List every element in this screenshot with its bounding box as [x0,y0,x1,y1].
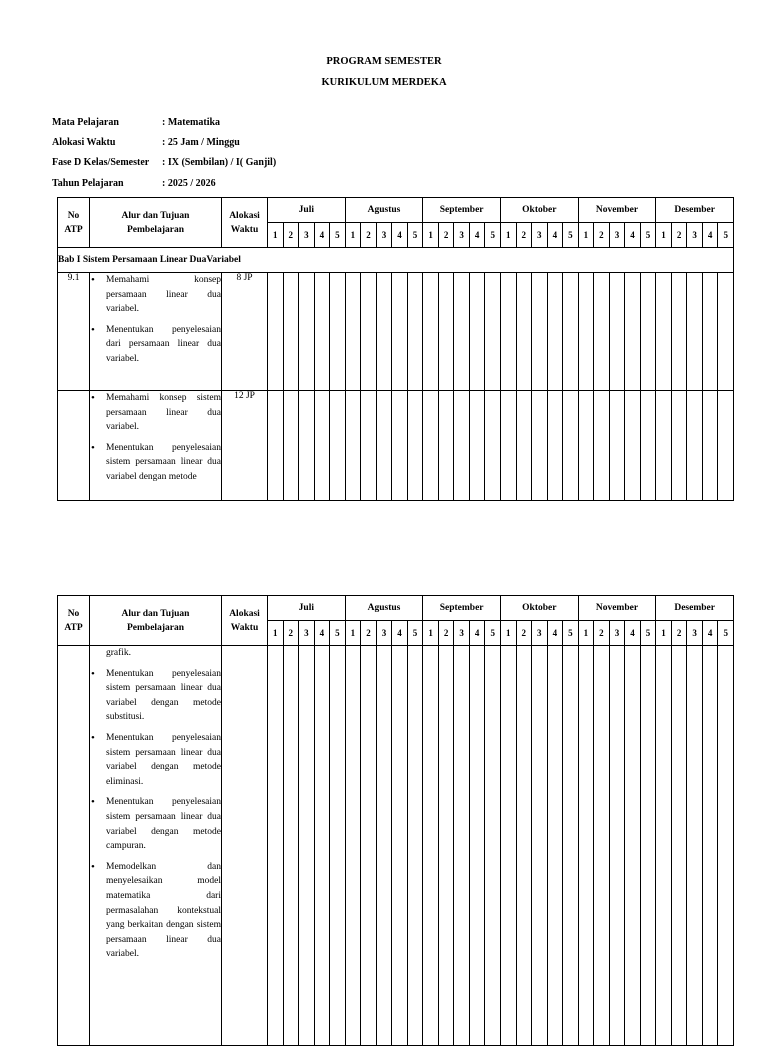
week-cell [407,391,423,501]
program-semester-table-continued [57,595,734,1046]
list-item: • Menentukan penyelesaian dari persamaan linear dua variabel. [90,323,221,367]
week-cell [454,646,470,1046]
week-cell [640,391,656,501]
week-cell [314,391,330,501]
week-header: 2 [438,223,454,248]
month-header: Juli [268,596,346,621]
week-header: 1 [268,223,284,248]
week-cell [532,273,548,391]
list-item: • Menentukan penyelesaian sistem persamaan linear dua variabel dengan metode campuran. [90,795,221,853]
week-header: 5 [485,223,501,248]
week-cell [594,273,610,391]
info-label: Mata Pelajaran [52,117,119,128]
week-cell [345,391,361,501]
info-row [52,117,220,128]
list-item: • Menentukan penyelesaian sistem persamaan linear dua variabel dengan metode substitusi. [90,667,221,725]
continued-text: grafik. [106,648,132,658]
week-cell [330,646,346,1046]
month-header: November [578,198,656,223]
week-cell [314,273,330,391]
week-cell [438,391,454,501]
month-header: November [578,596,656,621]
alokasi-value: 8 JP [222,273,268,391]
tujuan-header: Alur dan Tujuan Pembelajaran [90,596,222,646]
week-cell [547,391,563,501]
program-semester-table [57,197,734,501]
week-cell [547,273,563,391]
week-header: 3 [454,223,470,248]
week-header: 2 [671,621,687,646]
week-cell [469,391,485,501]
info-value: : 2025 / 2026 [162,178,216,189]
week-cell [423,391,439,501]
week-header: 5 [718,621,734,646]
week-header: 2 [283,621,299,646]
week-header: 1 [656,621,672,646]
week-cell [299,391,315,501]
week-header: 4 [702,223,718,248]
week-cell [594,391,610,501]
week-header: 1 [345,223,361,248]
alokasi-header: Alokasi Waktu [222,198,268,248]
month-header: Juli [268,198,346,223]
week-cell [578,391,594,501]
list-item: • Memahami konsep sistem persamaan linear dua variabel. [90,391,221,435]
tujuan-cell [90,646,222,1046]
week-cell [702,273,718,391]
week-cell [361,391,377,501]
week-header: 5 [485,621,501,646]
month-header: Agustus [345,596,423,621]
week-cell [485,391,501,501]
week-header: 4 [469,621,485,646]
atp-number [58,646,90,1046]
week-cell [563,646,579,1046]
document-subtitle: KURIKULUM MERDEKA [321,77,447,88]
week-cell [702,391,718,501]
week-cell [330,391,346,501]
week-cell [702,646,718,1046]
chapter-title: Bab I Sistem Persamaan Linear DuaVariabel [58,248,734,273]
week-cell [640,273,656,391]
tujuan-cell [90,273,222,391]
week-cell [547,646,563,1046]
info-value: : Matematika [162,117,221,128]
week-cell [532,391,548,501]
week-header: 2 [516,223,532,248]
info-row [52,157,276,168]
list-item: • Memahami konsep persamaan linear dua variabel. [90,273,221,317]
week-cell [687,391,703,501]
week-header: 4 [314,621,330,646]
week-cell [578,273,594,391]
list-item: • Menentukan penyelesaian sistem persamaan linear dua variabel dengan metode eliminasi. [90,731,221,789]
week-cell [609,273,625,391]
week-cell [376,391,392,501]
week-header: 4 [625,223,641,248]
document-title: PROGRAM SEMESTER [326,56,442,67]
week-header: 4 [625,621,641,646]
week-header: 3 [299,621,315,646]
week-header: 4 [469,223,485,248]
week-header: 2 [594,223,610,248]
week-cell [671,273,687,391]
month-header: September [423,198,501,223]
week-header: 1 [268,621,284,646]
week-cell [485,646,501,1046]
week-header: 3 [299,223,315,248]
week-header: 1 [656,223,672,248]
info-label: Alokasi Waktu [52,137,116,148]
week-cell [625,391,641,501]
info-row [52,178,216,189]
week-header: 2 [283,223,299,248]
week-cell [438,646,454,1046]
week-cell [361,646,377,1046]
week-header: 2 [516,621,532,646]
week-header: 3 [376,223,392,248]
week-cell [283,391,299,501]
no-atp-header: No ATP [58,198,90,248]
week-cell [345,273,361,391]
week-header: 4 [392,621,408,646]
week-header: 1 [578,621,594,646]
week-cell [283,273,299,391]
month-header: Desember [656,198,734,223]
info-label: Tahun Pelajaran [52,178,124,189]
week-header: 2 [671,223,687,248]
info-value: : 25 Jam / Minggu [162,137,240,148]
tujuan-cell [90,391,222,501]
month-header: September [423,596,501,621]
week-cell [500,273,516,391]
week-cell [299,273,315,391]
week-cell [361,273,377,391]
week-cell [268,391,284,501]
atp-number: 9.1 [58,273,90,391]
week-header: 2 [438,621,454,646]
week-cell [656,273,672,391]
week-cell [640,646,656,1046]
week-header: 1 [423,223,439,248]
week-header: 5 [563,621,579,646]
week-header: 5 [563,223,579,248]
atp-number [58,391,90,501]
week-header: 4 [547,223,563,248]
month-header: Agustus [345,198,423,223]
week-cell [578,646,594,1046]
week-header: 4 [547,621,563,646]
alokasi-value [222,646,268,1046]
week-header: 3 [687,621,703,646]
week-header: 1 [500,621,516,646]
week-cell [718,646,734,1046]
week-header: 5 [640,223,656,248]
week-header: 1 [423,621,439,646]
week-cell [656,646,672,1046]
week-cell [268,273,284,391]
week-cell [469,646,485,1046]
week-header: 3 [687,223,703,248]
week-header: 4 [314,223,330,248]
month-header: Oktober [500,596,578,621]
week-cell [330,273,346,391]
week-cell [376,646,392,1046]
week-cell [563,391,579,501]
week-cell [656,391,672,501]
week-header: 5 [407,621,423,646]
week-header: 3 [532,621,548,646]
info-label: Fase D Kelas/Semester [52,157,150,168]
week-header: 5 [718,223,734,248]
week-cell [469,273,485,391]
week-header: 2 [594,621,610,646]
week-cell [500,646,516,1046]
week-cell [625,273,641,391]
week-cell [314,646,330,1046]
week-cell [454,391,470,501]
week-header: 3 [376,621,392,646]
week-header: 5 [330,621,346,646]
week-cell [500,391,516,501]
week-cell [609,646,625,1046]
week-header: 3 [532,223,548,248]
week-cell [392,646,408,1046]
week-cell [268,646,284,1046]
week-cell [516,391,532,501]
week-cell [407,273,423,391]
week-cell [594,646,610,1046]
week-cell [454,273,470,391]
week-cell [423,646,439,1046]
week-cell [671,646,687,1046]
week-header: 5 [407,223,423,248]
week-cell [625,646,641,1046]
week-cell [532,646,548,1046]
week-cell [283,646,299,1046]
week-header: 1 [500,223,516,248]
week-header: 2 [361,621,377,646]
alokasi-value: 12 JP [222,391,268,501]
alokasi-header: Alokasi Waktu [222,596,268,646]
info-value: : IX (Sembilan) / I( Ganjil) [162,157,277,168]
no-atp-header: No ATP [58,596,90,646]
week-header: 3 [609,621,625,646]
tujuan-header: Alur dan Tujuan Pembelajaran [90,198,222,248]
week-cell [609,391,625,501]
list-item: • Memodelkan dan menyelesaikan model matematika dari permasalahan kontekstual yang berkaitan dengan sistem persamaan linear dua variabel. [90,860,221,962]
week-cell [423,273,439,391]
week-cell [392,273,408,391]
month-header: Desember [656,596,734,621]
week-cell [516,646,532,1046]
week-cell [687,646,703,1046]
week-header: 4 [702,621,718,646]
week-cell [687,273,703,391]
week-cell [376,273,392,391]
week-header: 1 [578,223,594,248]
week-header: 3 [609,223,625,248]
week-header: 4 [392,223,408,248]
week-cell [718,273,734,391]
week-header: 3 [454,621,470,646]
week-cell [438,273,454,391]
week-cell [345,646,361,1046]
week-cell [563,273,579,391]
list-item: • Menentukan penyelesaian sistem persamaan linear dua variabel dengan metode [90,441,221,485]
week-cell [718,391,734,501]
week-header: 2 [361,223,377,248]
week-cell [516,273,532,391]
week-cell [407,646,423,1046]
week-header: 1 [345,621,361,646]
info-row [52,137,240,148]
week-cell [485,273,501,391]
week-cell [392,391,408,501]
week-cell [299,646,315,1046]
month-header: Oktober [500,198,578,223]
week-header: 5 [330,223,346,248]
week-header: 5 [640,621,656,646]
week-cell [671,391,687,501]
